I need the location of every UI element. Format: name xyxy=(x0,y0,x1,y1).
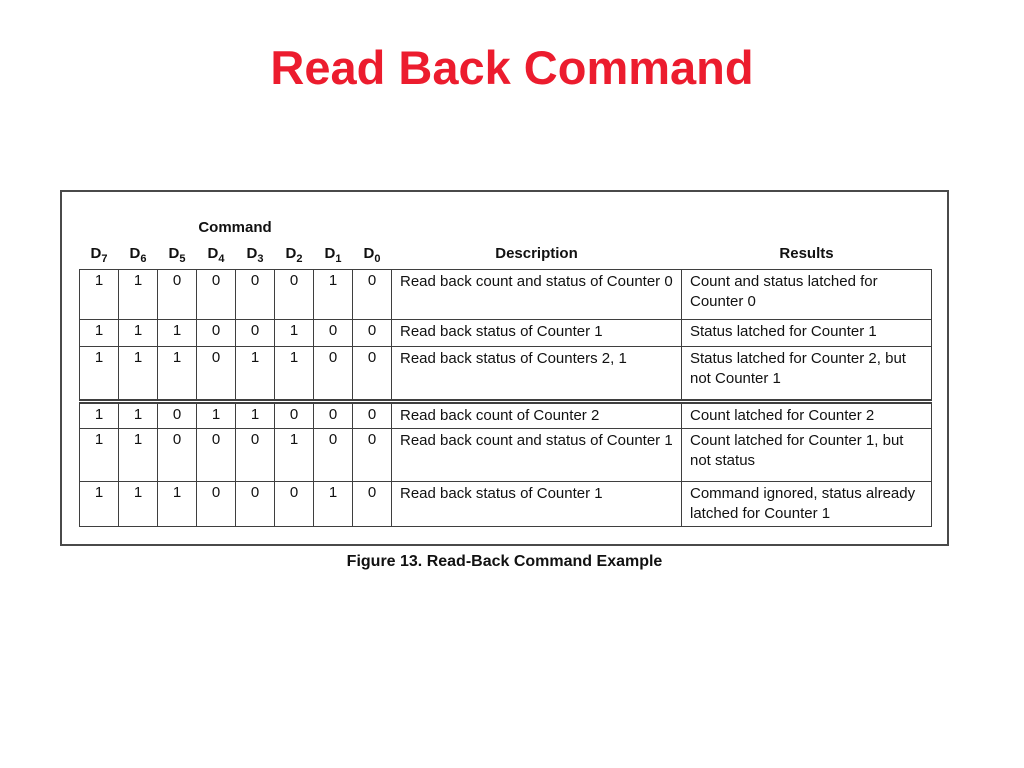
bit-cell: 1 xyxy=(275,346,314,401)
bit-header-base: D xyxy=(246,244,258,262)
table-row xyxy=(80,428,932,481)
bit-header-subscript: 0 xyxy=(374,252,381,265)
results-cell: Count and status latched for Counter 0 xyxy=(682,269,932,319)
bit-cell: 0 xyxy=(236,481,275,527)
description-cell: Read back count and status of Counter 1 xyxy=(392,428,682,481)
bit-header-subscript: 5 xyxy=(179,252,186,265)
bit-cell: 0 xyxy=(197,319,236,346)
description-cell: Read back status of Counters 2, 1 xyxy=(392,346,682,401)
bit-cell: 0 xyxy=(158,401,197,428)
bit-header-d1 xyxy=(314,239,353,269)
bit-cell: 0 xyxy=(353,401,392,428)
bit-header-subscript: 7 xyxy=(101,252,108,265)
table-body xyxy=(80,269,932,527)
bit-cell: 0 xyxy=(197,481,236,527)
bit-cell: 0 xyxy=(314,346,353,401)
description-cell: Read back count and status of Counter 0 xyxy=(392,269,682,319)
description-cell: Read back count of Counter 2 xyxy=(392,401,682,428)
table-row xyxy=(80,346,932,401)
bit-cell: 1 xyxy=(80,481,119,527)
bit-cell: 1 xyxy=(314,481,353,527)
bit-header-base: D xyxy=(324,244,336,262)
table-row xyxy=(80,269,932,319)
bit-header-d6 xyxy=(119,239,158,269)
bit-cell: 0 xyxy=(236,319,275,346)
bit-header-base: D xyxy=(168,244,180,262)
bit-cell: 1 xyxy=(158,481,197,527)
bit-header-d7 xyxy=(80,239,119,269)
results-cell: Status latched for Counter 1 xyxy=(682,319,932,346)
bit-cell: 1 xyxy=(197,401,236,428)
bit-cell: 0 xyxy=(236,269,275,319)
table-row xyxy=(80,401,932,428)
bit-cell: 0 xyxy=(314,428,353,481)
readback-command-table xyxy=(79,239,932,527)
bit-header-subscript: 4 xyxy=(218,252,225,265)
bit-cell: 1 xyxy=(119,319,158,346)
bit-cell: 0 xyxy=(353,319,392,346)
bit-cell: 1 xyxy=(80,428,119,481)
bit-cell: 1 xyxy=(80,346,119,401)
header-row xyxy=(80,239,932,269)
bit-cell: 1 xyxy=(158,319,197,346)
page-title: Read Back Command xyxy=(270,41,754,94)
bit-cell: 0 xyxy=(197,346,236,401)
bit-cell: 1 xyxy=(119,269,158,319)
bit-cell: 0 xyxy=(236,428,275,481)
bit-header-subscript: 6 xyxy=(140,252,147,265)
results-cell: Count latched for Counter 1, but not status xyxy=(682,428,932,481)
bit-cell: 0 xyxy=(158,269,197,319)
bit-cell: 1 xyxy=(119,401,158,428)
bit-cell: 0 xyxy=(275,401,314,428)
bit-header-base: D xyxy=(207,244,219,262)
bit-cell: 1 xyxy=(236,401,275,428)
bit-cell: 1 xyxy=(80,401,119,428)
description-cell: Read back status of Counter 1 xyxy=(392,319,682,346)
figure-box xyxy=(60,190,949,546)
bit-cell: 1 xyxy=(119,481,158,527)
bit-header-subscript: 3 xyxy=(257,252,264,265)
bit-cell: 0 xyxy=(197,269,236,319)
bit-cell: 1 xyxy=(314,269,353,319)
table-row xyxy=(80,481,932,527)
bit-header-base: D xyxy=(129,244,141,262)
figure-caption: Figure 13. Read-Back Command Example xyxy=(346,553,663,570)
command-group-header: Command xyxy=(198,219,272,236)
results-column-header: Results xyxy=(779,244,834,262)
description-cell: Read back status of Counter 1 xyxy=(392,481,682,527)
bit-cell: 0 xyxy=(353,346,392,401)
bit-header-subscript: 2 xyxy=(296,252,303,265)
bit-header-d3 xyxy=(236,239,275,269)
bit-cell: 0 xyxy=(275,481,314,527)
bit-cell: 1 xyxy=(236,346,275,401)
bit-header-d4 xyxy=(197,239,236,269)
bit-cell: 0 xyxy=(197,428,236,481)
results-cell: Command ignored, status already latched for Counter 1 xyxy=(682,481,932,527)
bit-header-base: D xyxy=(363,244,375,262)
bit-cell: 1 xyxy=(275,319,314,346)
bit-cell: 1 xyxy=(119,346,158,401)
table-row xyxy=(80,319,932,346)
bit-header-base: D xyxy=(285,244,297,262)
description-column-header: Description xyxy=(495,244,578,262)
bit-header-base: D xyxy=(90,244,102,262)
bit-cell: 0 xyxy=(314,319,353,346)
bit-header-d0 xyxy=(353,239,392,269)
bit-cell: 1 xyxy=(119,428,158,481)
bit-header-d5 xyxy=(158,239,197,269)
bit-cell: 0 xyxy=(353,481,392,527)
bit-header-d2 xyxy=(275,239,314,269)
bit-cell: 0 xyxy=(158,428,197,481)
bit-cell: 0 xyxy=(353,269,392,319)
bit-cell: 1 xyxy=(80,319,119,346)
results-cell: Status latched for Counter 2, but not Counter 1 xyxy=(682,346,932,401)
bit-cell: 1 xyxy=(158,346,197,401)
bit-header-subscript: 1 xyxy=(335,252,342,265)
bit-cell: 0 xyxy=(353,428,392,481)
bit-cell: 0 xyxy=(275,269,314,319)
results-cell: Count latched for Counter 2 xyxy=(682,401,932,428)
bit-cell: 1 xyxy=(275,428,314,481)
bit-cell: 0 xyxy=(314,401,353,428)
bit-cell: 1 xyxy=(80,269,119,319)
